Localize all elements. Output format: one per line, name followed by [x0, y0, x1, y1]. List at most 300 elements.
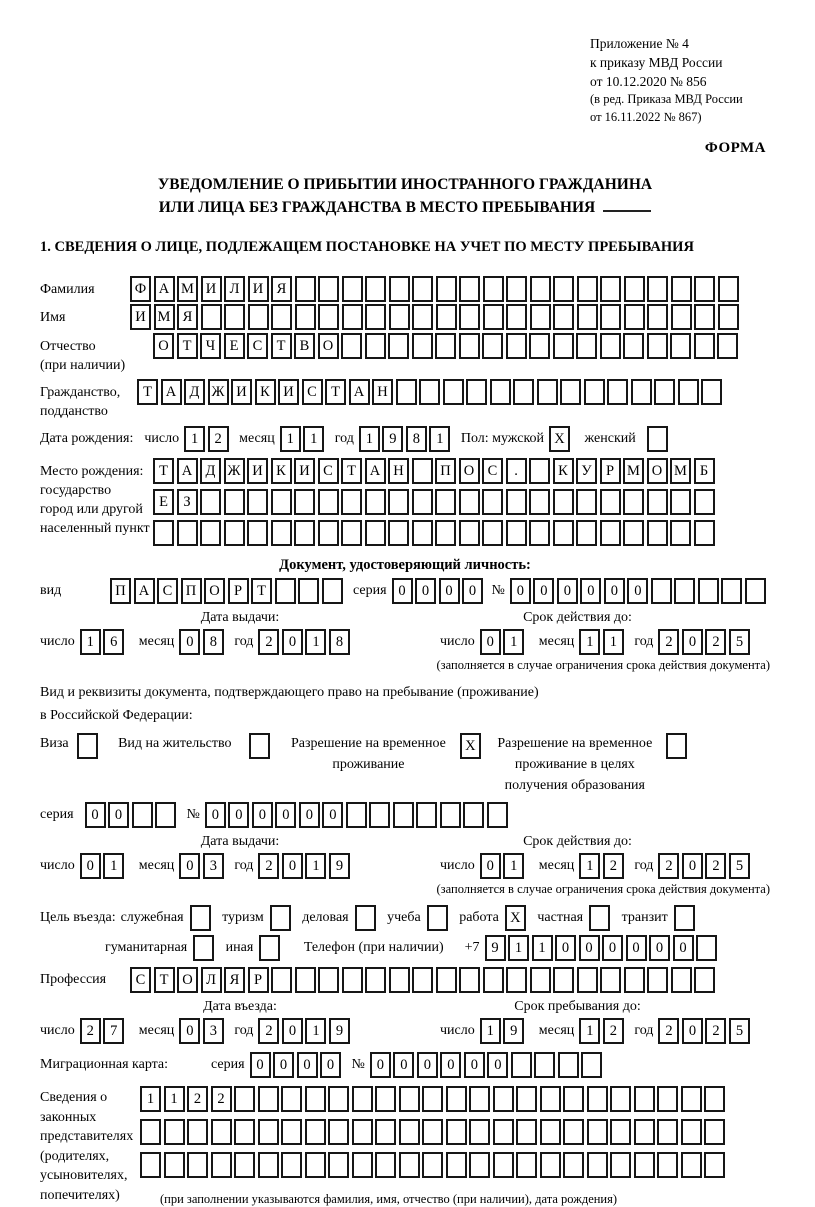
char-box[interactable]: К — [553, 458, 574, 484]
char-box[interactable]: 9 — [329, 1018, 350, 1044]
char-box[interactable] — [365, 489, 386, 515]
char-box[interactable]: Б — [694, 458, 715, 484]
char-box[interactable]: 0 — [480, 853, 501, 879]
char-box[interactable] — [681, 1152, 702, 1178]
char-box[interactable]: 0 — [85, 802, 106, 828]
char-box[interactable] — [553, 967, 574, 993]
char-box[interactable]: 2 — [258, 1018, 279, 1044]
purpose-official-checkbox[interactable] — [190, 905, 211, 931]
char-box[interactable]: 0 — [604, 578, 625, 604]
char-box[interactable]: 2 — [603, 1018, 624, 1044]
char-box[interactable] — [459, 304, 480, 330]
char-box[interactable]: Ф — [130, 276, 151, 302]
char-box[interactable]: О — [318, 333, 339, 359]
char-box[interactable] — [201, 304, 222, 330]
char-box[interactable]: 3 — [203, 853, 224, 879]
char-box[interactable]: Т — [177, 333, 198, 359]
char-box[interactable]: Е — [153, 489, 174, 515]
char-box[interactable]: О — [153, 333, 174, 359]
char-box[interactable]: С — [302, 379, 323, 405]
char-box[interactable] — [482, 489, 503, 515]
char-box[interactable]: С — [130, 967, 151, 993]
char-box[interactable]: 0 — [297, 1052, 318, 1078]
char-box[interactable] — [412, 458, 433, 484]
char-box[interactable]: С — [157, 578, 178, 604]
char-box[interactable]: 3 — [203, 1018, 224, 1044]
char-box[interactable]: 2 — [658, 1018, 679, 1044]
char-box[interactable] — [200, 489, 221, 515]
char-box[interactable] — [670, 520, 691, 546]
char-box[interactable] — [553, 276, 574, 302]
char-box[interactable]: Я — [224, 967, 245, 993]
char-box[interactable]: 2 — [705, 853, 726, 879]
char-box[interactable] — [422, 1152, 443, 1178]
char-box[interactable] — [600, 967, 621, 993]
char-box[interactable] — [298, 578, 319, 604]
char-box[interactable]: 0 — [439, 578, 460, 604]
char-box[interactable]: 5 — [729, 1018, 750, 1044]
char-box[interactable] — [328, 1119, 349, 1145]
char-box[interactable]: Л — [224, 276, 245, 302]
char-box[interactable] — [600, 520, 621, 546]
char-box[interactable] — [234, 1086, 255, 1112]
char-box[interactable] — [694, 520, 715, 546]
char-box[interactable] — [721, 578, 742, 604]
char-box[interactable] — [224, 304, 245, 330]
char-box[interactable] — [600, 489, 621, 515]
char-box[interactable] — [396, 379, 417, 405]
char-box[interactable] — [234, 1152, 255, 1178]
char-box[interactable] — [634, 1119, 655, 1145]
char-box[interactable]: 2 — [211, 1086, 232, 1112]
char-box[interactable] — [399, 1119, 420, 1145]
char-box[interactable] — [529, 458, 550, 484]
char-box[interactable] — [717, 333, 738, 359]
char-box[interactable] — [493, 1119, 514, 1145]
char-box[interactable]: И — [231, 379, 252, 405]
char-box[interactable]: Е — [224, 333, 245, 359]
char-box[interactable] — [563, 1119, 584, 1145]
char-box[interactable] — [295, 967, 316, 993]
char-box[interactable] — [718, 304, 739, 330]
char-box[interactable] — [416, 802, 437, 828]
char-box[interactable] — [670, 333, 691, 359]
char-box[interactable]: 9 — [503, 1018, 524, 1044]
char-box[interactable] — [328, 1152, 349, 1178]
char-box[interactable]: Я — [177, 304, 198, 330]
char-box[interactable] — [388, 333, 409, 359]
char-box[interactable]: 0 — [673, 935, 694, 961]
char-box[interactable]: О — [177, 967, 198, 993]
char-box[interactable]: 0 — [228, 802, 249, 828]
char-box[interactable]: 0 — [555, 935, 576, 961]
char-box[interactable]: 2 — [258, 853, 279, 879]
char-box[interactable] — [670, 489, 691, 515]
char-box[interactable] — [258, 1086, 279, 1112]
char-box[interactable] — [647, 967, 668, 993]
char-box[interactable] — [469, 1086, 490, 1112]
char-box[interactable]: Т — [325, 379, 346, 405]
char-box[interactable] — [553, 520, 574, 546]
char-box[interactable]: И — [294, 458, 315, 484]
char-box[interactable] — [529, 520, 550, 546]
char-box[interactable] — [537, 379, 558, 405]
char-box[interactable] — [295, 276, 316, 302]
char-box[interactable]: 0 — [579, 935, 600, 961]
char-box[interactable]: 0 — [282, 629, 303, 655]
char-box[interactable] — [647, 304, 668, 330]
char-box[interactable]: 2 — [705, 1018, 726, 1044]
char-box[interactable] — [624, 276, 645, 302]
char-box[interactable]: Н — [388, 458, 409, 484]
char-box[interactable]: Р — [600, 458, 621, 484]
char-box[interactable]: 0 — [322, 802, 343, 828]
char-box[interactable] — [446, 1152, 467, 1178]
temp-residence-edu-checkbox[interactable] — [666, 733, 687, 759]
char-box[interactable]: 1 — [579, 1018, 600, 1044]
char-box[interactable] — [435, 333, 456, 359]
char-box[interactable] — [224, 520, 245, 546]
char-box[interactable] — [600, 304, 621, 330]
char-box[interactable] — [581, 1052, 602, 1078]
char-box[interactable] — [701, 379, 722, 405]
sex-male-checkbox[interactable]: X — [549, 426, 570, 452]
char-box[interactable] — [365, 333, 386, 359]
char-box[interactable] — [412, 967, 433, 993]
char-box[interactable] — [375, 1086, 396, 1112]
char-box[interactable]: З — [177, 489, 198, 515]
char-box[interactable]: Т — [341, 458, 362, 484]
char-box[interactable] — [600, 333, 621, 359]
char-box[interactable] — [459, 333, 480, 359]
char-box[interactable] — [388, 489, 409, 515]
char-box[interactable]: О — [647, 458, 668, 484]
char-box[interactable] — [671, 967, 692, 993]
char-box[interactable] — [153, 520, 174, 546]
char-box[interactable] — [352, 1119, 373, 1145]
char-box[interactable] — [694, 304, 715, 330]
char-box[interactable] — [563, 1152, 584, 1178]
char-box[interactable] — [483, 304, 504, 330]
char-box[interactable]: 0 — [462, 578, 483, 604]
char-box[interactable] — [529, 489, 550, 515]
char-box[interactable]: С — [482, 458, 503, 484]
char-box[interactable] — [657, 1086, 678, 1112]
char-box[interactable] — [694, 333, 715, 359]
char-box[interactable] — [577, 276, 598, 302]
char-box[interactable] — [322, 578, 343, 604]
char-box[interactable]: А — [161, 379, 182, 405]
char-box[interactable] — [342, 276, 363, 302]
char-box[interactable]: П — [110, 578, 131, 604]
char-box[interactable]: 1 — [280, 426, 301, 452]
char-box[interactable] — [493, 1152, 514, 1178]
char-box[interactable] — [696, 935, 717, 961]
char-box[interactable] — [399, 1152, 420, 1178]
char-box[interactable] — [647, 489, 668, 515]
char-box[interactable] — [365, 967, 386, 993]
char-box[interactable]: 0 — [533, 578, 554, 604]
char-box[interactable] — [247, 520, 268, 546]
char-box[interactable]: Я — [271, 276, 292, 302]
char-box[interactable]: 8 — [203, 629, 224, 655]
char-box[interactable] — [389, 304, 410, 330]
char-box[interactable]: М — [154, 304, 175, 330]
char-box[interactable]: 2 — [208, 426, 229, 452]
char-box[interactable] — [247, 489, 268, 515]
char-box[interactable]: 0 — [649, 935, 670, 961]
char-box[interactable]: 1 — [184, 426, 205, 452]
char-box[interactable] — [211, 1119, 232, 1145]
char-box[interactable]: 7 — [103, 1018, 124, 1044]
char-box[interactable] — [164, 1119, 185, 1145]
sex-female-checkbox[interactable] — [647, 426, 668, 452]
char-box[interactable] — [487, 802, 508, 828]
char-box[interactable] — [140, 1152, 161, 1178]
char-box[interactable] — [610, 1086, 631, 1112]
char-box[interactable] — [187, 1152, 208, 1178]
char-box[interactable]: 0 — [179, 629, 200, 655]
char-box[interactable] — [459, 520, 480, 546]
char-box[interactable] — [435, 520, 456, 546]
char-box[interactable]: Т — [137, 379, 158, 405]
char-box[interactable] — [624, 304, 645, 330]
char-box[interactable] — [388, 520, 409, 546]
char-box[interactable] — [681, 1086, 702, 1112]
char-box[interactable] — [563, 1086, 584, 1112]
char-box[interactable] — [352, 1086, 373, 1112]
char-box[interactable] — [305, 1119, 326, 1145]
char-box[interactable]: О — [204, 578, 225, 604]
char-box[interactable] — [576, 333, 597, 359]
char-box[interactable] — [295, 304, 316, 330]
char-box[interactable] — [305, 1086, 326, 1112]
char-box[interactable]: 0 — [392, 578, 413, 604]
char-box[interactable]: 2 — [603, 853, 624, 879]
char-box[interactable]: 0 — [682, 853, 703, 879]
char-box[interactable] — [375, 1119, 396, 1145]
char-box[interactable] — [412, 304, 433, 330]
char-box[interactable] — [610, 1152, 631, 1178]
char-box[interactable] — [511, 1052, 532, 1078]
char-box[interactable]: 0 — [580, 578, 601, 604]
char-box[interactable]: 2 — [258, 629, 279, 655]
char-box[interactable]: Т — [154, 967, 175, 993]
char-box[interactable]: 0 — [179, 1018, 200, 1044]
char-box[interactable] — [506, 489, 527, 515]
char-box[interactable] — [341, 489, 362, 515]
char-box[interactable] — [540, 1119, 561, 1145]
char-box[interactable]: О — [459, 458, 480, 484]
char-box[interactable] — [365, 520, 386, 546]
char-box[interactable] — [530, 304, 551, 330]
char-box[interactable]: М — [177, 276, 198, 302]
char-box[interactable]: 0 — [282, 1018, 303, 1044]
char-box[interactable]: 0 — [205, 802, 226, 828]
char-box[interactable] — [623, 520, 644, 546]
char-box[interactable]: 2 — [658, 629, 679, 655]
char-box[interactable]: У — [576, 458, 597, 484]
char-box[interactable] — [258, 1152, 279, 1178]
char-box[interactable] — [516, 1152, 537, 1178]
char-box[interactable] — [529, 333, 550, 359]
char-box[interactable]: 0 — [275, 802, 296, 828]
char-box[interactable]: 1 — [359, 426, 380, 452]
purpose-transit-checkbox[interactable] — [674, 905, 695, 931]
char-box[interactable]: . — [506, 458, 527, 484]
char-box[interactable] — [553, 304, 574, 330]
char-box[interactable] — [483, 967, 504, 993]
char-box[interactable] — [389, 967, 410, 993]
char-box[interactable] — [600, 276, 621, 302]
char-box[interactable]: 1 — [140, 1086, 161, 1112]
char-box[interactable]: 0 — [480, 629, 501, 655]
char-box[interactable] — [318, 520, 339, 546]
char-box[interactable]: 1 — [429, 426, 450, 452]
char-box[interactable] — [704, 1119, 725, 1145]
char-box[interactable]: 9 — [382, 426, 403, 452]
char-box[interactable]: И — [130, 304, 151, 330]
char-box[interactable] — [607, 379, 628, 405]
char-box[interactable] — [375, 1152, 396, 1178]
char-box[interactable]: 1 — [80, 629, 101, 655]
char-box[interactable] — [281, 1152, 302, 1178]
char-box[interactable] — [446, 1086, 467, 1112]
char-box[interactable] — [698, 578, 719, 604]
char-box[interactable] — [341, 333, 362, 359]
char-box[interactable]: Т — [271, 333, 292, 359]
char-box[interactable]: 0 — [557, 578, 578, 604]
char-box[interactable] — [513, 379, 534, 405]
char-box[interactable]: 1 — [508, 935, 529, 961]
char-box[interactable]: А — [365, 458, 386, 484]
char-box[interactable]: 1 — [164, 1086, 185, 1112]
char-box[interactable]: А — [134, 578, 155, 604]
char-box[interactable] — [318, 276, 339, 302]
char-box[interactable] — [164, 1152, 185, 1178]
char-box[interactable] — [647, 520, 668, 546]
char-box[interactable] — [346, 802, 367, 828]
char-box[interactable] — [560, 379, 581, 405]
char-box[interactable] — [224, 489, 245, 515]
char-box[interactable] — [623, 333, 644, 359]
char-box[interactable] — [440, 802, 461, 828]
char-box[interactable] — [393, 802, 414, 828]
char-box[interactable]: 0 — [627, 578, 648, 604]
char-box[interactable]: 1 — [503, 629, 524, 655]
char-box[interactable]: 1 — [103, 853, 124, 879]
char-box[interactable] — [281, 1119, 302, 1145]
char-box[interactable]: 0 — [250, 1052, 271, 1078]
char-box[interactable]: 1 — [532, 935, 553, 961]
char-box[interactable] — [271, 520, 292, 546]
char-box[interactable]: 5 — [729, 853, 750, 879]
char-box[interactable]: 0 — [108, 802, 129, 828]
char-box[interactable] — [294, 489, 315, 515]
char-box[interactable]: 1 — [305, 1018, 326, 1044]
char-box[interactable]: П — [181, 578, 202, 604]
char-box[interactable] — [516, 1119, 537, 1145]
purpose-study-checkbox[interactable] — [427, 905, 448, 931]
char-box[interactable] — [577, 967, 598, 993]
purpose-humanitarian-checkbox[interactable] — [193, 935, 214, 961]
char-box[interactable] — [305, 1152, 326, 1178]
purpose-other-checkbox[interactable] — [259, 935, 280, 961]
char-box[interactable] — [576, 489, 597, 515]
char-box[interactable]: И — [247, 458, 268, 484]
char-box[interactable]: Р — [228, 578, 249, 604]
char-box[interactable] — [459, 489, 480, 515]
char-box[interactable] — [258, 1119, 279, 1145]
char-box[interactable]: А — [177, 458, 198, 484]
char-box[interactable] — [365, 276, 386, 302]
char-box[interactable]: 2 — [705, 629, 726, 655]
char-box[interactable]: 0 — [273, 1052, 294, 1078]
char-box[interactable] — [483, 276, 504, 302]
char-box[interactable] — [674, 578, 695, 604]
purpose-business-checkbox[interactable] — [355, 905, 376, 931]
char-box[interactable] — [534, 1052, 555, 1078]
char-box[interactable] — [436, 967, 457, 993]
char-box[interactable]: 1 — [303, 426, 324, 452]
char-box[interactable] — [271, 967, 292, 993]
char-box[interactable] — [647, 333, 668, 359]
char-box[interactable]: 0 — [626, 935, 647, 961]
char-box[interactable] — [294, 520, 315, 546]
char-box[interactable] — [422, 1119, 443, 1145]
purpose-private-checkbox[interactable] — [589, 905, 610, 931]
residence-permit-checkbox[interactable] — [249, 733, 270, 759]
char-box[interactable] — [506, 276, 527, 302]
char-box[interactable] — [553, 333, 574, 359]
char-box[interactable] — [587, 1086, 608, 1112]
char-box[interactable]: Л — [201, 967, 222, 993]
char-box[interactable] — [463, 802, 484, 828]
char-box[interactable]: П — [435, 458, 456, 484]
char-box[interactable] — [412, 276, 433, 302]
char-box[interactable] — [623, 489, 644, 515]
char-box[interactable] — [671, 276, 692, 302]
char-box[interactable] — [275, 578, 296, 604]
char-box[interactable] — [704, 1086, 725, 1112]
char-box[interactable] — [647, 276, 668, 302]
char-box[interactable] — [540, 1152, 561, 1178]
char-box[interactable] — [634, 1152, 655, 1178]
char-box[interactable] — [412, 489, 433, 515]
char-box[interactable] — [493, 1086, 514, 1112]
purpose-work-checkbox[interactable]: X — [505, 905, 526, 931]
char-box[interactable]: 1 — [579, 853, 600, 879]
char-box[interactable] — [482, 520, 503, 546]
char-box[interactable] — [490, 379, 511, 405]
char-box[interactable]: 0 — [370, 1052, 391, 1078]
char-box[interactable]: 9 — [329, 853, 350, 879]
char-box[interactable]: Т — [251, 578, 272, 604]
char-box[interactable] — [506, 333, 527, 359]
char-box[interactable]: А — [349, 379, 370, 405]
char-box[interactable] — [681, 1119, 702, 1145]
char-box[interactable] — [234, 1119, 255, 1145]
char-box[interactable]: В — [294, 333, 315, 359]
char-box[interactable]: И — [201, 276, 222, 302]
char-box[interactable]: 5 — [729, 629, 750, 655]
char-box[interactable] — [671, 304, 692, 330]
char-box[interactable]: Ч — [200, 333, 221, 359]
char-box[interactable] — [651, 578, 672, 604]
char-box[interactable] — [694, 276, 715, 302]
char-box[interactable]: Р — [248, 967, 269, 993]
char-box[interactable]: И — [278, 379, 299, 405]
